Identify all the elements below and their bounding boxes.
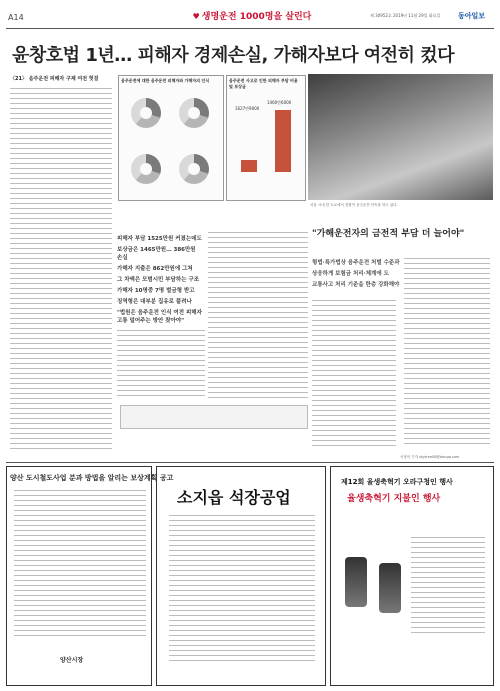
ad-company-title: 소지읍 석장공업	[177, 488, 291, 507]
ad-separator	[6, 462, 494, 463]
bar-value-1: 1627만9000	[235, 106, 260, 111]
lead-line: 형법·특가법상 음주운전 처벌 수준과	[312, 260, 400, 266]
article-subhead: 〈21〉 음주운전 피해자 구제 여전 헛걸	[10, 76, 99, 82]
lead-line: 상응하게 보험금 처리·체계에 도	[312, 271, 389, 277]
article-photo	[308, 74, 493, 200]
masthead	[0, 0, 500, 30]
info-box	[120, 405, 308, 429]
photo-caption: 서울 시내 한 도로에서 경찰이 음주운전 단속을 하고 있다.	[310, 203, 398, 207]
ad-event-title: 제12회 율생축혁기 오라구청인 행사	[341, 478, 453, 486]
page-number: A14	[8, 13, 24, 22]
pull-quote	[117, 234, 202, 327]
pullquote-line: 징역형은 대부분 집유로 풀려나	[117, 299, 192, 305]
ad-event	[330, 466, 494, 686]
bar-compensation	[275, 110, 291, 172]
lead-line: 교통사고 처리 기준을 한층 강화해야	[312, 282, 400, 288]
article-headline: 윤창호법 1년… 피해자 경제손실, 가해자보다 여전히 컸다	[12, 45, 454, 66]
issue-info: 제 30952호 2019년 11월 29일 화요일	[370, 13, 441, 18]
body-text-col5	[404, 258, 490, 448]
body-text-col1	[10, 88, 112, 453]
ad-company	[156, 466, 326, 686]
ad-event-subtitle: 율생축혁기 지불인 행사	[347, 494, 441, 504]
pullquote-line: 그 차액은 모범시민 부담하는 구조	[117, 277, 200, 283]
paper-name: 동아일보	[458, 12, 486, 20]
bar-chart-title: 음주운전 사고로 인한 피해자 부담 비용 및 보상금	[229, 78, 298, 89]
bar-value-2: 1460만6000	[267, 100, 292, 105]
ad-notice-signature: 양산시장	[60, 657, 84, 664]
top-rule	[6, 28, 494, 29]
cost-bar-chart	[226, 75, 306, 201]
campaign-banner	[172, 9, 332, 22]
pullquote-line: 가해자 지출은 862만원에 그쳐	[117, 266, 193, 272]
bar-victim-cost	[241, 160, 257, 172]
byline: 서형석 기자 skytree08@donga.com	[400, 455, 460, 459]
quote-heading: "가해운전자의 금전적 부담 더 늘어야"	[312, 229, 465, 239]
chart-title: 음주운전에 대한 음주운전 피해자와 가해자의 인식	[121, 78, 210, 83]
body-text-col4	[312, 300, 396, 450]
phone-image	[345, 557, 367, 607]
donut-chart-3	[131, 154, 161, 184]
ad-event-text	[411, 537, 485, 637]
ad-company-text	[169, 515, 315, 665]
body-text-col3	[117, 330, 205, 400]
pullquote-line: 가해자 10명중 7명 벌금형 받고	[117, 288, 195, 294]
perception-chart	[118, 75, 224, 201]
heart-icon: ♥	[192, 12, 200, 21]
pullquote-line: 보상금은 1465만원… 386만원 손실	[117, 247, 196, 261]
ad-notice-text	[14, 490, 146, 640]
donut-chart-4	[179, 154, 209, 184]
banner-text: 생명운전 1000명을 살린다	[201, 12, 312, 22]
pullquote-line: "법원은 음주운전 인식 여전 피해자 고통 덜어주는 방안 찾아야"	[117, 310, 202, 324]
phone-image	[379, 563, 401, 613]
pullquote-line: 피해자 부담 1525만원 커졌는데도	[117, 236, 202, 242]
donut-chart-1	[131, 98, 161, 128]
donut-chart-2	[179, 98, 209, 128]
ad-notice-title: 양산 도시철도사업 분과 방법을 알리는 보상계획 공고	[10, 474, 174, 482]
body-text-col2	[208, 232, 308, 402]
